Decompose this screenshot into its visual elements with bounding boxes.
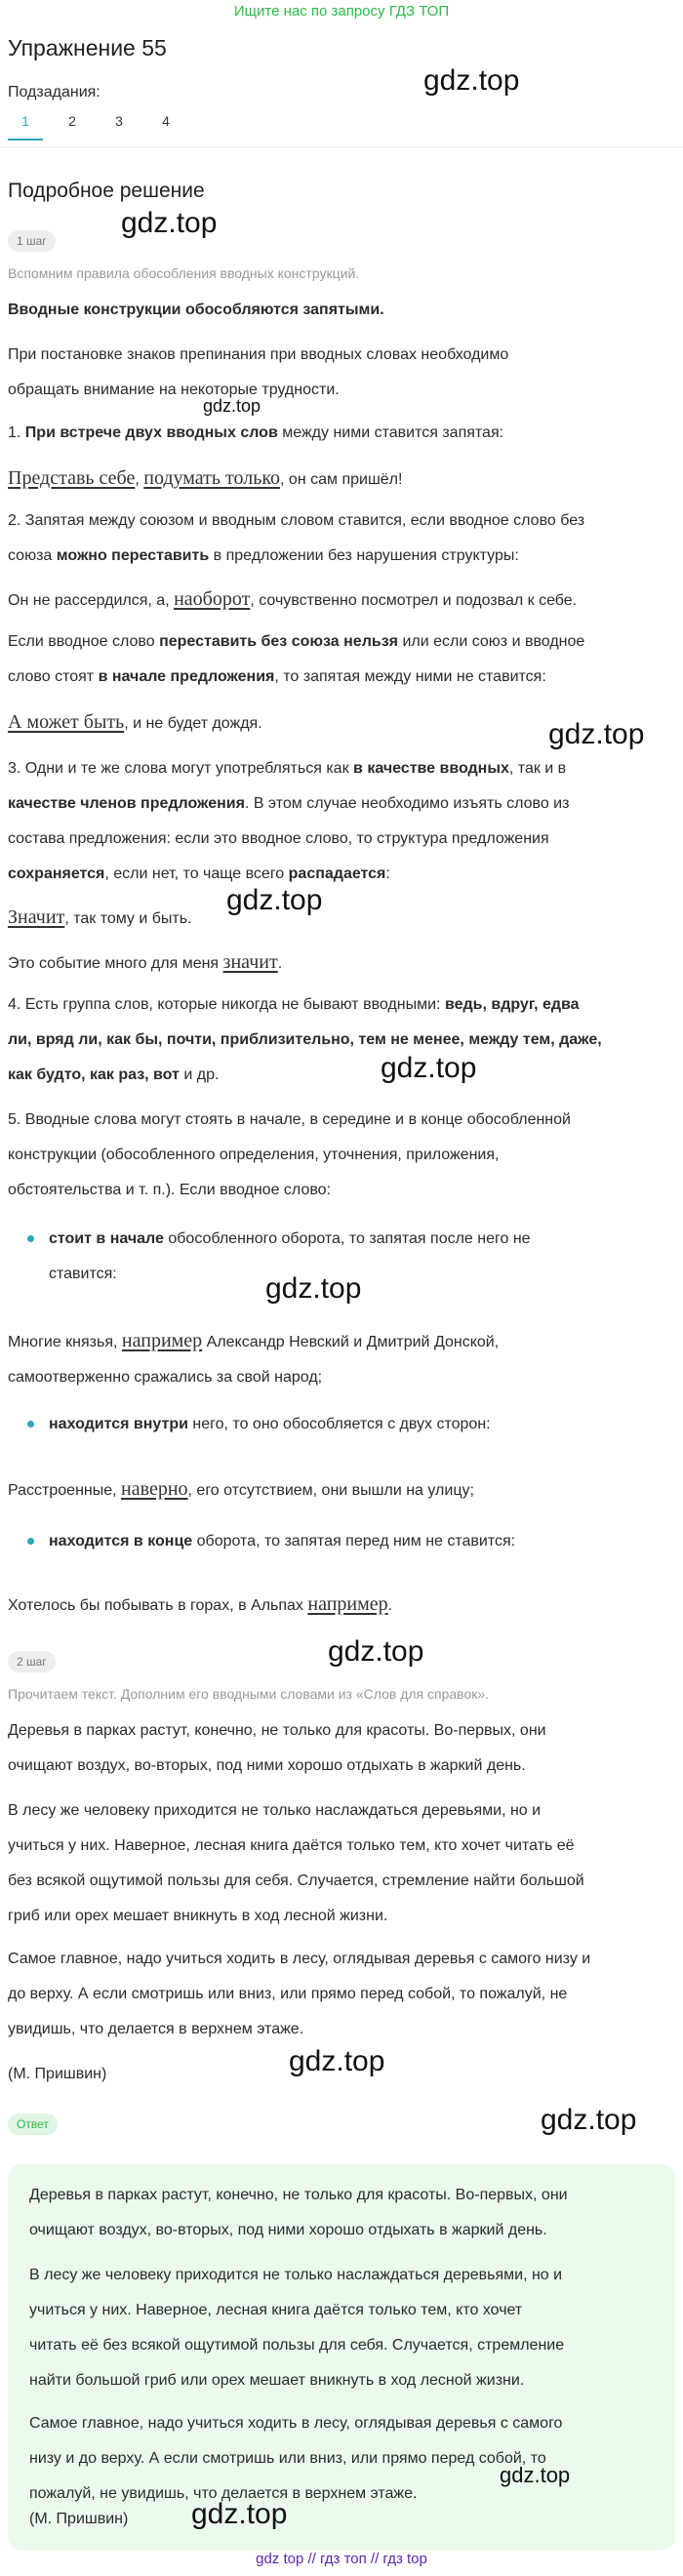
text-bold: сохраняется (8, 865, 105, 882)
example-text: . (277, 955, 283, 972)
answer-author: (М. Пришвин) (29, 2511, 129, 2527)
example-8 (8, 1587, 675, 1624)
text-span: оборота, то запятая перед ним не ставится: (196, 1533, 516, 1550)
text-line: увидишь, что делается в верхнем этаже. (8, 2021, 304, 2037)
text-span: Если вводное слово (8, 633, 155, 650)
step-chip-1: 1 шаг (8, 230, 56, 252)
subtasks-label: Подзадания: (8, 84, 100, 101)
watermark: gdz.top (265, 1272, 362, 1305)
text-line: найти большой гриб или орех мешает вникнуть в ход лесной жизни. (29, 2372, 525, 2389)
step-intro: Вспомним правила обособления вводных конструкций. (8, 265, 360, 281)
text-line (8, 660, 675, 695)
text-span: обособленного оборота, то запятая после него не (168, 1230, 531, 1247)
bullet-dot (27, 1538, 34, 1545)
handwritten-word: наоборот (174, 588, 251, 610)
text-span: 4. Есть группа слов, которые никогда не бывают вводными: (8, 996, 441, 1013)
text-line (8, 539, 675, 574)
text-line (8, 1023, 675, 1058)
rule-main (8, 293, 675, 328)
rule-text: между ними ставится запятая: (282, 424, 504, 441)
text-line (8, 751, 675, 786)
text-line: без всякой ощутимой пользы для себя. Случается, стремление найти большой (8, 1872, 584, 1889)
text-line: В лесу же человеку приходится не только наслаждаться деревьями, но и (8, 1802, 542, 1819)
text-line (8, 1323, 675, 1360)
text-bold: находится внутри (49, 1416, 188, 1432)
text-bold: стоит в начале (49, 1230, 164, 1247)
text-span: союза (8, 547, 53, 564)
text-bold: переставить без союза нельзя (159, 633, 398, 650)
text-line: обстоятельства и т. п.). Если вводное слово: (8, 1182, 331, 1198)
example-text: . (387, 1597, 393, 1614)
rule-2b (8, 624, 675, 695)
example-text: , так тому и быть. (64, 910, 192, 927)
text-bold: можно переставить (56, 547, 210, 564)
watermark: gdz.top (121, 207, 218, 239)
example-text: , (135, 471, 140, 488)
watermark: gdz.top (381, 1052, 477, 1084)
text-span: , так и в (508, 760, 567, 777)
handwritten-word: значит (222, 951, 278, 973)
watermark: gdz.top (289, 2045, 385, 2077)
text-line: до верху. А если смотришь или вниз, или прямо перед собой, то пожалуй, не (8, 1986, 568, 2002)
example-text: , он сам пришёл! (280, 471, 403, 488)
watermark: gdz.top (548, 718, 645, 750)
text-line: При постановке знаков препинания при вводных словах необходимо (8, 346, 509, 363)
text-span: 3. Одни и те же слова могут употребляться как (8, 760, 349, 777)
text-span: или если союз и вводное (402, 633, 585, 650)
text-line: Самое главное, надо учиться ходить в лесу, оглядывая деревья с самого (29, 2415, 563, 2432)
bullet-dot (27, 1421, 34, 1428)
bullet-item (49, 1524, 654, 1559)
watermark: gdz.top (500, 2463, 571, 2487)
example-text: Многие князья, (8, 1334, 118, 1350)
text-bold: в начале предложения (98, 668, 275, 685)
search-banner: Ищите нас по запросу ГДЗ ТОП (233, 3, 450, 20)
example-text: , и не будет дождя. (124, 715, 262, 732)
text-line: 2. Запятая между союзом и вводным словом ставится, если вводное слово без (8, 512, 585, 529)
answer-box (8, 2164, 675, 2551)
example-text: , его отсутствием, они вышли на улицу; (187, 1482, 474, 1499)
text-line (8, 786, 675, 822)
watermark: gdz.top (191, 2498, 288, 2530)
text-span: слово стоят (8, 668, 95, 685)
text-line: очищают воздух, во-вторых, под ними хорошо отдыхать в жаркий день. (29, 2222, 547, 2238)
example-6 (8, 1323, 675, 1395)
text-span: : (385, 865, 390, 882)
text-line: В лесу же человеку приходится не только наслаждаться деревьями, но и (29, 2267, 563, 2283)
rule-1 (8, 416, 675, 451)
example-7 (8, 1471, 675, 1509)
text-line: самоотверженно сражались за свой народ; (8, 1369, 323, 1386)
text-bold: ли, вряд ли, как бы, почти, приблизительно, тем не менее, между тем, даже, (8, 1031, 602, 1048)
tab-4[interactable]: 4 (162, 113, 170, 129)
rule-4 (8, 987, 675, 1093)
example-text: Расстроенные, (8, 1482, 117, 1499)
active-tab-indicator (8, 139, 43, 141)
text-line: ставится: (49, 1266, 117, 1282)
text-span: в предложении без нарушения структуры: (213, 547, 519, 564)
divider (0, 146, 683, 147)
handwritten-word: Значит (8, 906, 65, 928)
step-intro: Прочитаем текст. Дополним его вводными словами из «Слов для справок». (8, 1686, 490, 1702)
text-line: учиться у них. Наверное, лесная книга даётся только тем, кто хочет читать её (8, 1837, 575, 1854)
example-text: Александр Невский и Дмитрий Донской, (206, 1334, 500, 1350)
page-title: Упражнение 55 (8, 35, 167, 60)
example-4 (8, 900, 675, 937)
example-text: , сочувственно посмотрел и подозвал к себе. (250, 592, 578, 609)
text-bold: распадается (288, 865, 386, 882)
text-line: обращать внимание на некоторые трудности. (8, 382, 340, 398)
text-span: него, то оно обособляется с двух сторон: (192, 1416, 491, 1432)
watermark: gdz.top (328, 1635, 424, 1668)
text-line: состава предложения: если это вводное слово, то структура предложения (8, 830, 549, 847)
text-line (8, 1058, 675, 1093)
rule-main-bold: Вводные конструкции обособляются запятыми. (8, 302, 384, 318)
rule-number: 1. (8, 424, 21, 441)
example-2 (8, 582, 675, 619)
text-line: очищают воздух, во-вторых, под ними хорошо отдыхать в жаркий день. (8, 1757, 526, 1774)
text-span: . В этом случае необходимо изъять слово из (244, 795, 570, 812)
step-chip-2: 2 шаг (8, 1651, 56, 1672)
text-paragraph (8, 1942, 675, 2047)
rule-2 (8, 503, 675, 574)
answer-paragraph (29, 2258, 663, 2398)
text-bold: ведь, вдруг, едва (444, 996, 580, 1013)
text-bold: в качестве вводных (353, 760, 509, 777)
text-line: Деревья в парках растут, конечно, не только для красоты. Во-первых, они (29, 2187, 568, 2203)
rule-3 (8, 751, 675, 892)
watermark: gdz.top (226, 884, 323, 916)
handwritten-word: наверно (121, 1478, 188, 1500)
text-paragraph (8, 1793, 675, 1934)
handwritten-word: например (121, 1330, 203, 1351)
text-paragraph (8, 1713, 675, 1784)
example-5 (8, 945, 675, 982)
bullet-item (49, 1407, 654, 1442)
answer-chip: Ответ (8, 2113, 58, 2135)
text-line (8, 987, 675, 1023)
watermark: gdz.top (423, 64, 520, 97)
example-text: Он не рассердился, а, (8, 592, 170, 609)
text-line: пожалуй, не увидишь, что делается в верхнем этаже. (29, 2485, 418, 2502)
tab-3[interactable]: 3 (115, 113, 123, 129)
handwritten-word: Представь себе (8, 467, 136, 489)
footer-links[interactable]: gdz top // гдз топ // гдз top (256, 2551, 427, 2567)
example-text: Это событие много для меня (8, 955, 220, 972)
text-span: , если нет, то чаще всего (104, 865, 285, 882)
answer-paragraph (29, 2178, 663, 2248)
answer-paragraph (29, 2406, 663, 2512)
section-title: Подробное решение (8, 180, 205, 202)
tab-2[interactable]: 2 (68, 113, 76, 129)
text-span: , то запятая между ними не ставится: (274, 668, 546, 685)
text-line: Самое главное, надо учиться ходить в лесу, оглядывая деревья с самого низу и (8, 1951, 591, 1967)
rule-5 (8, 1103, 675, 1208)
text-line (49, 1222, 654, 1257)
trouble-paragraph (8, 338, 675, 408)
text-line (8, 857, 675, 892)
author: (М. Пришвин) (8, 2066, 107, 2082)
watermark: gdz.top (203, 396, 261, 416)
tab-1[interactable]: 1 (21, 113, 29, 129)
text-bold: как будто, как раз, вот (8, 1067, 180, 1083)
text-line: гриб или орех мешает вникнуть в ход лесной жизни. (8, 1908, 388, 1924)
text-span: и др. (183, 1067, 220, 1083)
example-text: Хотелось бы побывать в горах, в Альпах (8, 1597, 303, 1614)
watermark: gdz.top (541, 2104, 637, 2136)
text-line (8, 624, 675, 660)
bullet-dot (27, 1235, 34, 1242)
text-line: низу и до верху. А если смотришь или вниз, или прямо перед собой, то (29, 2450, 546, 2467)
handwritten-word: подумать только (143, 467, 281, 489)
text-bold: качестве членов предложения (8, 795, 245, 812)
text-line: читать её без всякой ощутимой пользы для себя. Случается, стремление (29, 2337, 565, 2354)
text-line: Деревья в парках растут, конечно, не только для красоты. Во-первых, они (8, 1722, 546, 1739)
handwritten-word: А может быть (8, 711, 125, 733)
text-line: 5. Вводные слова могут стоять в начале, в середине и в конце обособленной (8, 1111, 571, 1128)
text-bold: находится в конце (49, 1533, 193, 1550)
text-line: учиться у них. Наверное, лесная книга даётся только тем, кто хочет (29, 2302, 523, 2318)
rule-bold: При встрече двух вводных слов (24, 424, 278, 441)
handwritten-word: например (307, 1593, 388, 1615)
text-line: конструкции (обособленного определения, уточнения, приложения, (8, 1147, 500, 1163)
example-1 (8, 461, 675, 498)
